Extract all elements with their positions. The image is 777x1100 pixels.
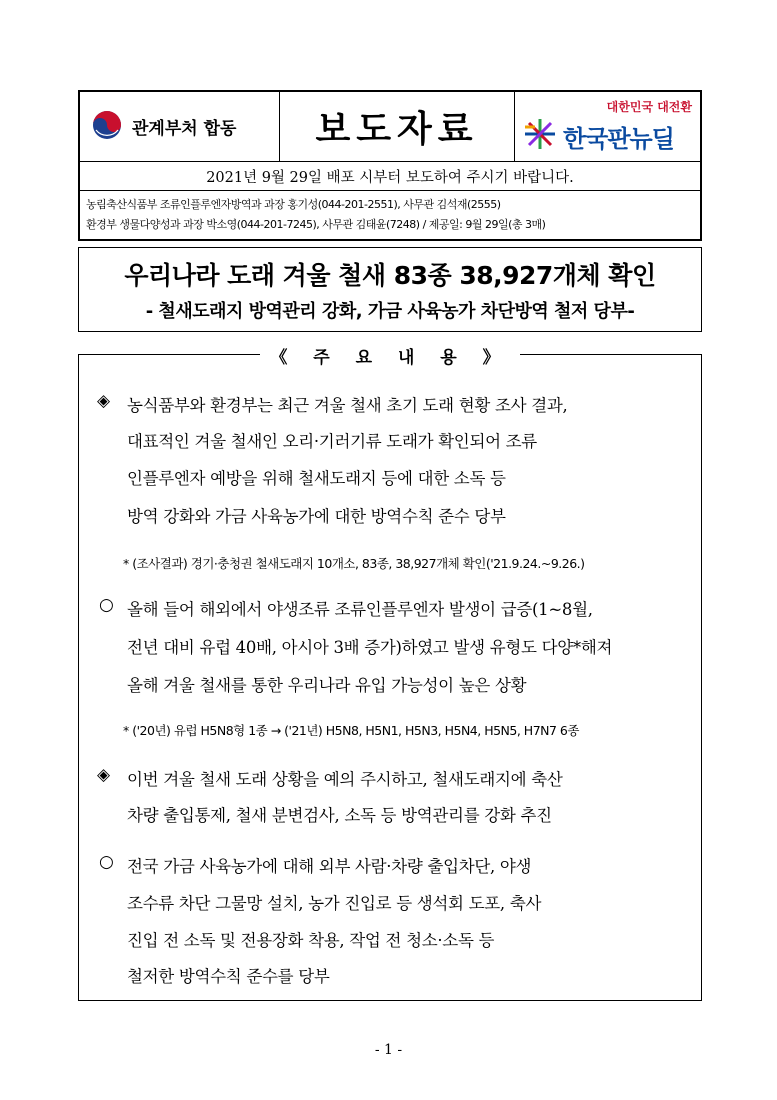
ministry-label: 관계부처 합동 (132, 119, 237, 139)
circle2-line1: 전국 가금 사육농가에 대해 외부 사람·차량 출입차단, 야생 (127, 857, 532, 876)
release-notice: 2021년 9월 29일 배포 시부터 보도하여 주시기 바랍니다. (80, 162, 700, 191)
doc-title: 보도자료 (315, 109, 479, 150)
bullet1-line1: 농식품부와 환경부는 최근 겨울 철새 초기 도래 현황 조사 결과, (127, 396, 568, 415)
summary-heading-wrap (79, 343, 701, 368)
new-deal-logo (515, 92, 700, 161)
press-release-header (78, 90, 702, 241)
bullet1-line4: 방역 강화와 가금 사육농가에 대한 방역수칙 준수 당부 (127, 507, 506, 526)
circle2-line3: 진입 전 소독 및 전용장화 착용, 작업 전 청소·소독 등 (127, 931, 495, 950)
circle-bullet-icon: ○ (99, 595, 114, 615)
page-number: - 1 - (374, 1042, 403, 1058)
diamond-bullet-icon: ◈ (97, 765, 111, 785)
header-top-row (80, 92, 700, 162)
subheadline: - 철새도래지 방역관리 강화, 가금 사육농가 차단방역 철저 당부- (145, 301, 635, 322)
contact-line-1: 농림축산식품부 조류인플루엔자방역과 과장 홍기성(044-201-2551), 사무관 김석재(2555) (86, 198, 501, 211)
contacts-block (80, 191, 700, 239)
government-emblem-icon (92, 110, 122, 144)
logo-row (523, 117, 692, 155)
circle1-line3: 올해 겨울 철새를 통한 우리나라 유입 가능성이 높은 상황 (127, 676, 527, 695)
headline-box (78, 247, 702, 332)
bullet2-line1: 이번 겨울 철새 도래 상황을 예의 주시하고, 철새도래지에 축산 (127, 770, 563, 789)
diamond-bullet-icon: ◈ (97, 391, 111, 411)
ministry-cell (80, 92, 280, 161)
circle2-line2: 조수류 차단 그물망 설치, 농가 진입로 등 생석회 도포, 축사 (127, 894, 542, 913)
summary-box (78, 348, 702, 1001)
bullet2-line2: 차량 출입통제, 철새 분변검사, 소독 등 방역관리를 강화 추진 (127, 806, 552, 825)
footnote-survey: * (조사결과) 경기·충청권 철새도래지 10개소, 83종, 38,927개체 확인('21.9.24.~9.26.) (123, 556, 585, 571)
circle1-line2: 전년 대비 유럽 40배, 아시아 3배 증가)하였고 발생 유형도 다양*해져 (127, 638, 613, 657)
logo-text: 한국판뉴딜 (563, 124, 674, 153)
summary-heading: 《 주 요 내 용 》 (260, 348, 519, 368)
new-deal-logo-icon (523, 117, 557, 155)
circle-bullet-icon: ○ (99, 852, 114, 872)
circle1-line1: 올해 들어 해외에서 야생조류 조류인플루엔자 발생이 급증(1~8월, (127, 600, 593, 619)
doc-title-cell (280, 92, 515, 161)
footnote-types: * ('20년) 유럽 H5N8형 1종 → ('21년) H5N8, H5N1, H5N3, H5N4, H5N5, H7N7 6종 (123, 723, 579, 738)
contact-line-2: 환경부 생물다양성과 과장 박소영(044-201-7245), 사무관 김태윤(7248) / 제공일: 9월 29일(총 3매) (86, 218, 546, 231)
logo-tagline: 대한민국 대전환 (606, 100, 692, 114)
headline: 우리나라 도래 겨울 철새 83종 38,927개체 확인 (124, 261, 656, 290)
circle2-line4: 철저한 방역수칙 준수를 당부 (127, 967, 330, 986)
bullet1-line2: 대표적인 겨울 철새인 오리·기러기류 도래가 확인되어 조류 (127, 432, 537, 451)
bullet1-line3: 인플루엔자 예방을 위해 철새도래지 등에 대한 소독 등 (127, 469, 506, 488)
